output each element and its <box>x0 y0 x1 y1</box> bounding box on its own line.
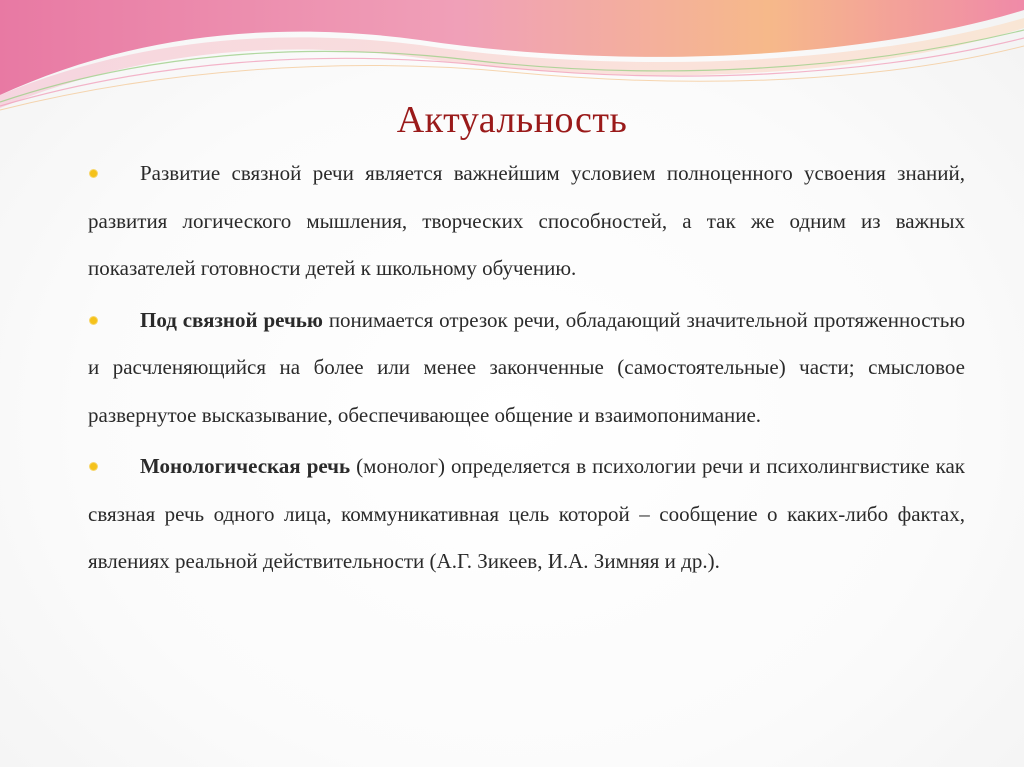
slide-title: Актуальность <box>396 99 628 141</box>
content-body <box>88 150 965 590</box>
paragraph-2-bold: Под связной речью <box>140 307 323 332</box>
circle-bullet-icon <box>90 170 97 177</box>
paragraph-2 <box>88 297 965 440</box>
paragraph-1-text: Развитие связной речи является важнейшим условием полноценного усвоения знаний, развития логического мышления, творческих способностей, а так же одним из важных показателей готовности детей к школьному обучению. <box>88 161 965 280</box>
paragraph-3-bold: Монологическая речь <box>140 454 351 478</box>
paragraph-3-text: (монолог) определяется в психологии речи и психолингвистике как связная речь одного лица, коммуникативная цель которой – сообщение о каких-либо фактах, явлениях реальной действительности (А.Г. Зикеев, И.А. Зимняя и др.). <box>88 454 965 573</box>
paragraph-3 <box>88 443 965 586</box>
paragraph-1 <box>88 150 965 293</box>
circle-bullet-icon <box>90 463 97 470</box>
circle-bullet-icon <box>90 317 97 324</box>
paragraph-2-text: понимается отрезок речи, обладающий значительной протяженностью и расчленяющийся на более или менее законченные (самостоятельные) части; смысловое развернутое высказывание, обеспечивающее общение и взаимопонимание. <box>88 307 966 427</box>
